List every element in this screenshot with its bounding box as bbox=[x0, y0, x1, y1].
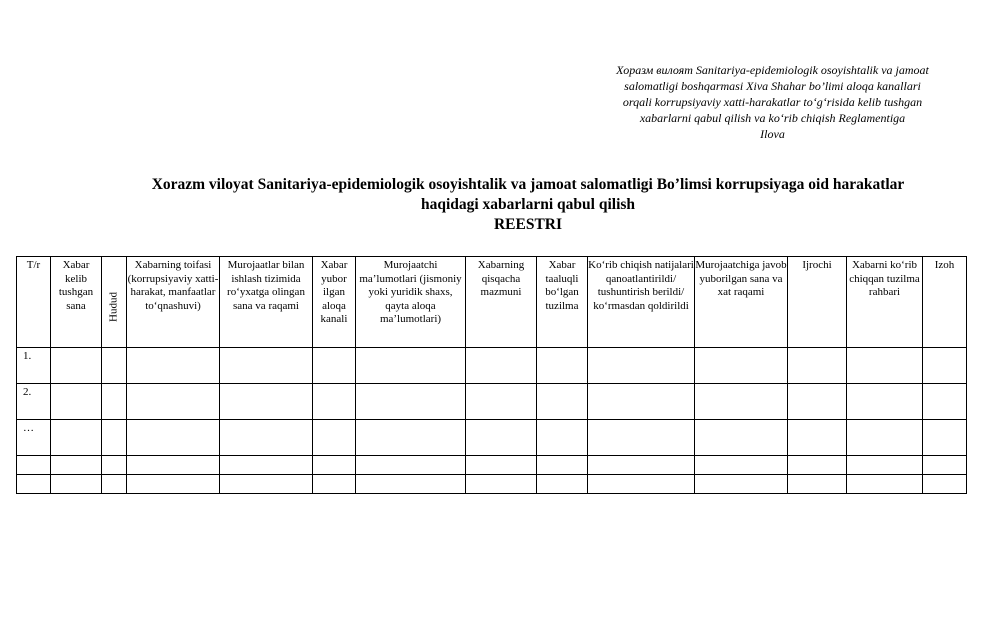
row-number bbox=[17, 456, 51, 475]
title-line: haqidagi xabarlarni qabul qilish bbox=[420, 196, 636, 213]
registry-table bbox=[16, 256, 967, 494]
table-cell bbox=[788, 384, 847, 420]
table-cell bbox=[466, 348, 537, 384]
appendix-note bbox=[590, 62, 955, 142]
header-reply-date: Murojaatchiga javob yuborilgan sana va xat raqami bbox=[695, 257, 788, 348]
table-cell bbox=[220, 420, 313, 456]
table-cell bbox=[847, 348, 923, 384]
table-cell bbox=[127, 348, 220, 384]
table-cell bbox=[102, 348, 127, 384]
table-cell bbox=[695, 348, 788, 384]
header-number: T/r bbox=[17, 257, 51, 348]
table-cell bbox=[923, 475, 967, 494]
header-report-category: Xabarning toifasi (korrupsiyaviy xatti-harakat, manfaatlar to‘qnashuvi) bbox=[127, 257, 220, 348]
table-cell bbox=[923, 456, 967, 475]
table-cell bbox=[127, 384, 220, 420]
table-cell bbox=[788, 475, 847, 494]
header-channel: Xabar yubor ilgan aloqa kanali bbox=[313, 257, 356, 348]
table-cell bbox=[466, 420, 537, 456]
table-cell bbox=[51, 348, 102, 384]
table-cell bbox=[695, 475, 788, 494]
table-cell bbox=[588, 420, 695, 456]
table-cell bbox=[466, 456, 537, 475]
table-cell bbox=[695, 456, 788, 475]
header-review-results: Ko‘rib chiqish natijalari qanoatlantirildi/ tushuntirish berildi/ ko‘rmasdan qoldirildi bbox=[588, 257, 695, 348]
appendix-note-line: Ilova bbox=[760, 127, 785, 141]
appendix-note-line: xabarlarni qabul qilish va ko‘rib chiqish Reglamentiga bbox=[639, 111, 906, 125]
row-number bbox=[17, 475, 51, 494]
table-cell bbox=[51, 475, 102, 494]
header-received-date: Xabar kelib tushgan sana bbox=[51, 257, 102, 348]
table-cell bbox=[537, 420, 588, 456]
table-header-row bbox=[17, 257, 967, 348]
table-cell bbox=[102, 475, 127, 494]
table-cell bbox=[313, 420, 356, 456]
table-cell bbox=[847, 384, 923, 420]
table-cell bbox=[313, 475, 356, 494]
row-number: … bbox=[17, 420, 51, 456]
table-cell bbox=[356, 348, 466, 384]
table-cell bbox=[313, 384, 356, 420]
table-cell bbox=[220, 456, 313, 475]
table-cell bbox=[313, 456, 356, 475]
header-executor: Ijrochi bbox=[788, 257, 847, 348]
table-cell bbox=[127, 420, 220, 456]
table-cell bbox=[127, 456, 220, 475]
table-cell bbox=[51, 384, 102, 420]
table-cell bbox=[537, 475, 588, 494]
table-cell bbox=[220, 384, 313, 420]
table-row bbox=[17, 420, 967, 456]
table-cell bbox=[847, 420, 923, 456]
table-cell bbox=[356, 456, 466, 475]
appendix-note-line: Хоразм вилоят Sanitariya-epidemiologik osoyishtalik va jamoat bbox=[616, 63, 929, 77]
table-cell bbox=[537, 384, 588, 420]
header-registration-date: Murojaatlar bilan ishlash tizimida ro‘yxatga olingan sana va raqami bbox=[220, 257, 313, 348]
table-cell bbox=[588, 348, 695, 384]
title-line: Xorazm viloyat Sanitariya-epidemiologik osoyishtalik va jamoat salomatligi Bo’limsi korrupsiyaga oid harakatlar bbox=[151, 176, 905, 193]
table-cell bbox=[466, 384, 537, 420]
table-cell bbox=[695, 384, 788, 420]
table-cell bbox=[695, 420, 788, 456]
table-cell bbox=[313, 348, 356, 384]
table-cell bbox=[788, 348, 847, 384]
row-number: 1. bbox=[17, 348, 51, 384]
table-cell bbox=[923, 420, 967, 456]
table-cell bbox=[588, 475, 695, 494]
table-cell bbox=[356, 420, 466, 456]
table-cell bbox=[788, 420, 847, 456]
table-cell bbox=[220, 348, 313, 384]
header-note: Izoh bbox=[923, 257, 967, 348]
header-related-unit: Xabar taaluqli bo‘lgan tuzilma bbox=[537, 257, 588, 348]
table-cell bbox=[466, 475, 537, 494]
table-cell bbox=[788, 456, 847, 475]
header-region bbox=[102, 257, 127, 348]
table-cell bbox=[537, 456, 588, 475]
header-unit-head: Xabarni ko‘rib chiqqan tuzilma rahbari bbox=[847, 257, 923, 348]
table-row bbox=[17, 475, 967, 494]
row-number: 2. bbox=[17, 384, 51, 420]
document-title bbox=[108, 175, 948, 235]
table-row bbox=[17, 348, 967, 384]
appendix-note-line: salomatligi boshqarmasi Xiva Shahar bo’limi aloqa kanallari bbox=[624, 79, 921, 93]
table-cell bbox=[588, 456, 695, 475]
header-region-label: Hudud bbox=[107, 292, 120, 322]
table-row bbox=[17, 384, 967, 420]
table-cell bbox=[356, 475, 466, 494]
table-cell bbox=[102, 420, 127, 456]
table-cell bbox=[356, 384, 466, 420]
table-cell bbox=[102, 384, 127, 420]
header-applicant-info: Murojaatchi ma’lumotlari (jismoniy yoki yuridik shaxs, qayta aloqa ma’lumotlari) bbox=[356, 257, 466, 348]
table-cell bbox=[588, 384, 695, 420]
table-cell bbox=[127, 475, 220, 494]
table-cell bbox=[51, 420, 102, 456]
appendix-note-line: orqali korrupsiyaviy xatti-harakatlar to‘g‘risida kelib tushgan bbox=[622, 95, 923, 109]
table-cell bbox=[51, 456, 102, 475]
table-cell bbox=[923, 384, 967, 420]
header-summary: Xabarning qisqacha mazmuni bbox=[466, 257, 537, 348]
table-cell bbox=[847, 456, 923, 475]
table-cell bbox=[102, 456, 127, 475]
table-cell bbox=[923, 348, 967, 384]
table-row bbox=[17, 456, 967, 475]
table-cell bbox=[537, 348, 588, 384]
title-registry: REESTRI bbox=[493, 216, 563, 233]
table-cell bbox=[220, 475, 313, 494]
table-cell bbox=[847, 475, 923, 494]
